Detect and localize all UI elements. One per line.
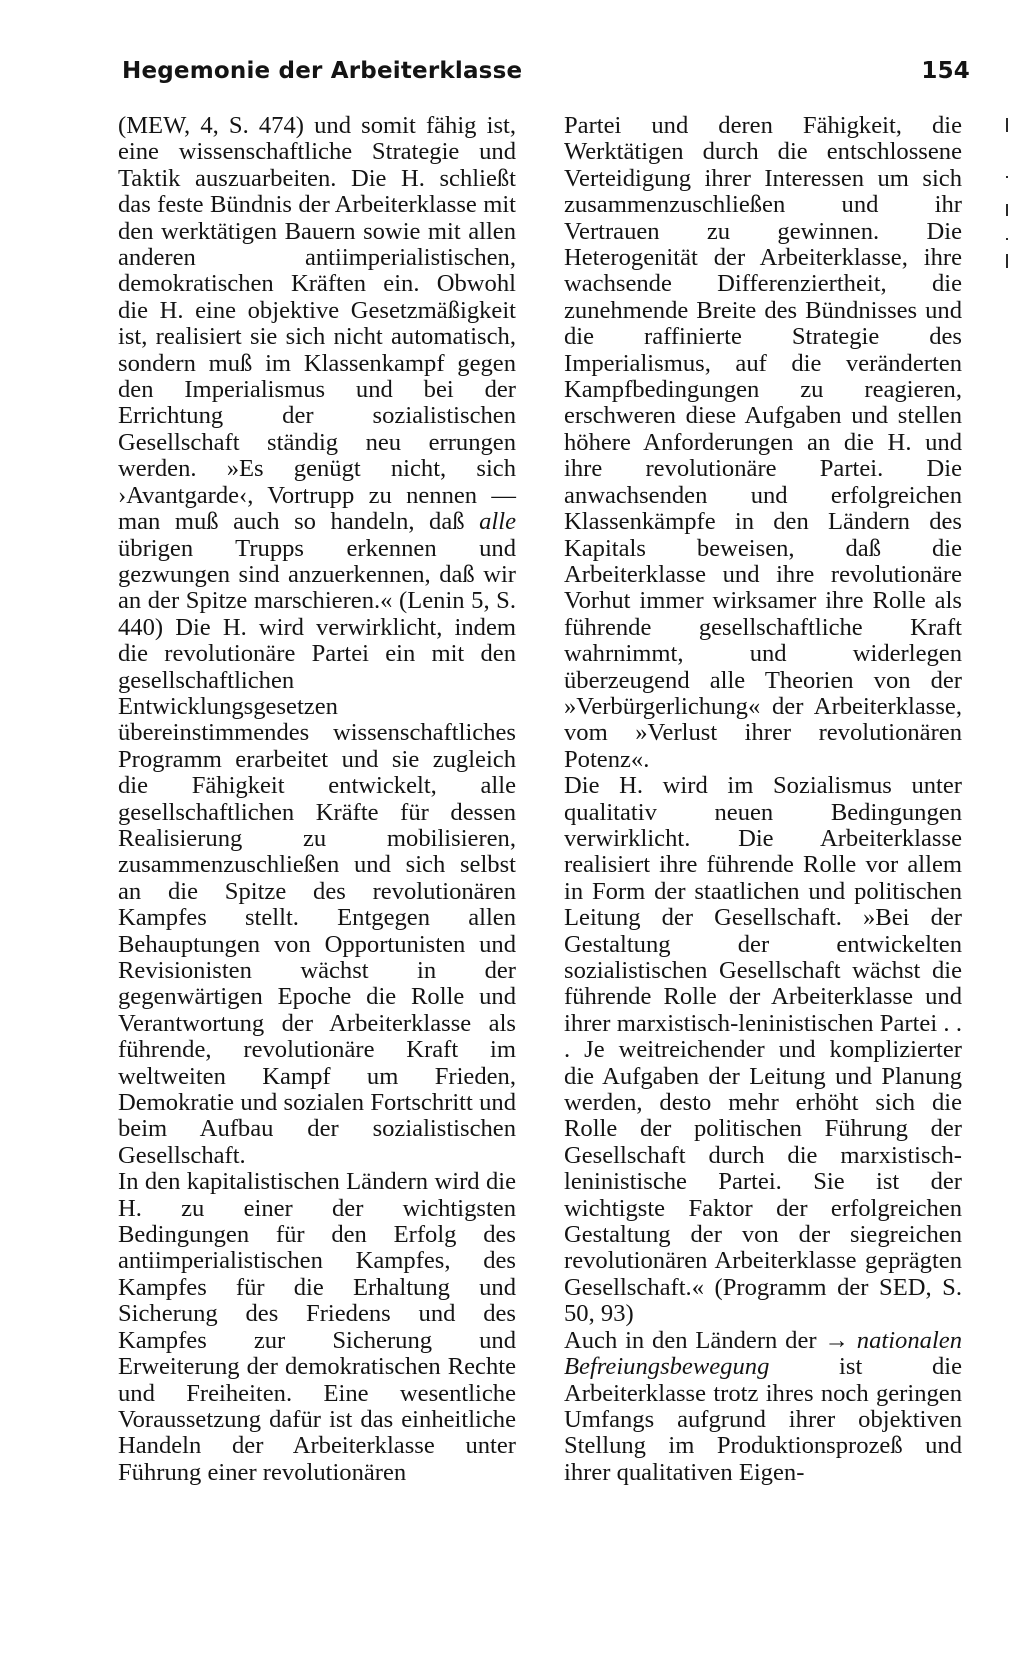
- paragraph: [564, 113, 962, 773]
- paragraph-text: Partei und deren Fähigkeit, die Werktätigen durch die entschlossene Verteidigung ihrer Interessen um sich zusammenzuschließen und ihr Vertrauen zu gewinnen. Die Heterogenität der Arbeiterklasse, ihre wachsende Differenziertheit, die zunehmende Breite des Bündnisses und die raffinierte Strategie des Imperialismus, auf die veränderten Kampfbedingungen zu reagieren, erschweren diese Aufgaben und stellen höhere Anforderungen an die H. und ihre revolutionäre Partei. Die anwachsenden und erfolgreichen Klassenkämpfe in den Ländern des Kapitals beweisen, daß die Arbeiterklasse und ihre revolutionäre Vorhut immer wirksamer ihre Rolle als führende gesellschaftliche Kraft wahrnimmt, und widerlegen überzeugend alle Theorien von der »Verbürgerlichung« der Arbeiterklasse, vom »Verlust ihrer revolutionären Potenz«.: [564, 112, 962, 773]
- paragraph-text: Auch in den Ländern der →: [564, 1326, 857, 1354]
- paragraph: [564, 1328, 962, 1486]
- left-column: [118, 113, 516, 1486]
- paragraph-text: In den kapitalistischen Ländern wird die H. zu einer der wichtigsten Bedingungen für den Erfolg des antiimperialistischen Kampfes, des Kampfes für die Erhaltung und Sicherung des Friedens und des Kampfes zur Sicherung und Erweiterung der demokratischen Rechte und Freiheiten. Eine wesentliche Voraussetzung dafür ist das einheitliche Handeln der Arbeiterklasse unter Führung einer revolutionären: [118, 1168, 516, 1486]
- paragraph: [118, 113, 516, 1169]
- margin-marks: [1004, 118, 1010, 298]
- emphasis-text: alle: [479, 508, 516, 536]
- paragraph-text-continued: ist die Arbeiterklasse trotz ihres noch geringen Umfangs aufgrund ihrer objektiven Stellung im Produktionsprozeß und ihrer qualitativen Eigen-: [564, 1353, 962, 1486]
- emphasis-text: nationalen Befreiungsbewegung: [564, 1326, 962, 1381]
- margin-mark: [1006, 176, 1008, 178]
- paragraph-text: Die H. wird im Sozialismus unter qualitativ neuen Bedingungen verwirklicht. Die Arbeiterklasse realisiert ihre führende Rolle vor allem in Form der staatlichen und politischen Leitung der Gesellschaft. »Bei der Gestaltung der entwickelten sozialistischen Gesellschaft wächst die führende Rolle der Arbeiterklasse und ihrer marxistisch-leninistischen Partei . . . Je weitreichender und komplizierter die Aufgaben der Leitung und Planung werden, desto mehr erhöht sich die Rolle der politischen Führung der Gesellschaft durch die marxistisch-leninistische Partei. Sie ist der wichtigste Faktor der erfolgreichen Gestaltung der von der siegreichen revolutionären Arbeiterklasse geprägten Gesellschaft.« (Programm der SED, S. 50, 93): [564, 772, 962, 1328]
- margin-mark: [1006, 254, 1008, 268]
- page-header: [122, 58, 970, 94]
- paragraph-text-continued: übrigen Trupps erkennen und gezwungen sind anzuerkennen, daß wir an der Spitze marschieren.« (Lenin 5, S. 440) Die H. wird verwirklicht, indem die revolutionäre Partei ein mit den gesellschaftlichen Entwicklungsgesetzen übereinstimmendes wissenschaftliches Programm erarbeitet und sie zugleich die Fähigkeit entwickelt, alle gesellschaftlichen Kräfte für dessen Realisierung zu mobilisieren, zusammenzuschließen und sich selbst an die Spitze des revolutionären Kampfes stellt. Entgegen allen Behauptungen von Opportunisten und Revisionisten wächst in der gegenwärtigen Epoche die Rolle und Verantwortung der Arbeiterklasse als führende, revolutionäre Kraft im weltweiten Kampf um Frieden, Demokratie und sozialen Fortschritt und beim Aufbau der sozialistischen Gesellschaft.: [118, 534, 516, 1169]
- margin-mark: [1006, 238, 1008, 240]
- paragraph: [118, 1169, 516, 1486]
- paragraph: [564, 773, 962, 1328]
- paragraph-text: (MEW, 4, S. 474) und somit fähig ist, eine wissenschaftliche Strategie und Taktik auszuarbeiten. Die H. schließt das feste Bündnis der Arbeiterklasse mit den werktätigen Bauern sowie mit allen anderen antiimperialistischen, demokratischen Kräften ein. Obwohl die H. eine objektive Gesetzmäßigkeit ist, realisiert sie sich nicht automatisch, sondern muß im Klassenkampf gegen den Imperialismus und bei der Errichtung der sozialistischen Gesellschaft ständig neu errungen werden. »Es genügt nicht, sich ›Avantgarde‹, Vortrupp zu nennen — man muß auch so handeln, daß: [118, 112, 516, 536]
- running-title: Hegemonie der Arbeiterklasse: [122, 58, 523, 84]
- margin-mark: [1006, 118, 1008, 132]
- page-number: 154: [921, 58, 970, 84]
- margin-mark: [1006, 204, 1008, 216]
- right-column: [564, 113, 962, 1486]
